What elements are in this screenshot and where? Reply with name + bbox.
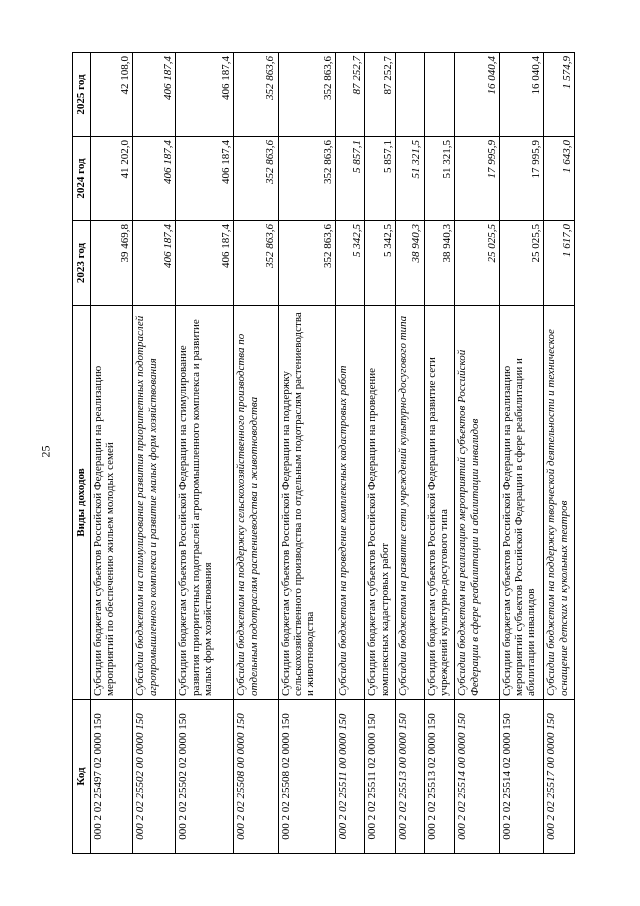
header-revenue-type: Виды доходов [73,306,91,700]
revenue-name-cell: Субсидии бюджетам на поддержку сельскохозяйственного производства по отдельным подотраслям растениеводства и животноводства [234,306,278,700]
header-code: Код [73,700,91,854]
revenue-code-cell: 000 2 02 25497 02 0000 150 [91,700,133,854]
value-2024-cell: 17 995,9 [455,137,499,221]
revenue-code-cell: 000 2 02 25513 02 0000 150 [424,700,455,854]
revenue-code-cell: 000 2 02 25517 00 0000 150 [544,700,575,854]
value-2023-cell: 1 617,0 [544,221,575,306]
table-row [395,53,424,854]
revenue-code-cell: 000 2 02 25508 02 0000 150 [278,700,336,854]
value-2024-cell: 41 202,0 [91,137,133,221]
revenue-name-cell: Субсидии бюджетам субъектов Российской Федерации на стимулирование развития приоритетных подотраслей агропромышленного комплекса и развитие малых форм хозяйствования [176,306,234,700]
value-2025-cell: 406 187,4 [176,53,234,137]
revenue-table-container [72,53,575,854]
revenue-name-cell: Субсидии бюджетам на проведение комплексных кадастровых работ [336,306,365,700]
value-2023-cell: 5 342,5 [365,221,396,306]
table-row [365,53,396,854]
value-2025-cell: 16 040,4 [455,53,499,137]
header-year-2025: 2025 год [73,53,91,137]
table-row [336,53,365,854]
value-2024-cell: 1 643,0 [544,137,575,221]
header-year-2024: 2024 год [73,137,91,221]
value-2023-cell: 39 469,8 [91,221,133,306]
table-row [278,53,336,854]
value-2025-cell: 87 252,7 [365,53,396,137]
value-2023-cell: 5 342,5 [336,221,365,306]
value-2023-cell: 406 187,4 [133,221,176,306]
value-2024-cell: 406 187,4 [133,137,176,221]
value-2024-cell: 352 863,6 [234,137,278,221]
page-number: 25 [38,445,53,458]
table-row [234,53,278,854]
revenue-code-cell: 000 2 02 25511 02 0000 150 [365,700,396,854]
revenue-table [72,52,575,854]
revenue-code-cell: 000 2 02 25502 02 0000 150 [176,700,234,854]
value-2024-cell: 352 863,6 [278,137,336,221]
table-row [424,53,455,854]
revenue-name-cell: Субсидии бюджетам субъектов Российской Федерации на проведение комплексных кадастровых работ [365,306,396,700]
revenue-name-cell: Субсидии бюджетам на развитие сети учреждений культурно-досугового типа [395,306,424,700]
revenue-code-cell: 000 2 02 25502 00 0000 150 [133,700,176,854]
value-2023-cell: 406 187,4 [176,221,234,306]
value-2025-cell [395,53,424,137]
value-2023-cell: 38 940,3 [424,221,455,306]
table-header-row [73,53,91,854]
header-year-2023: 2023 год [73,221,91,306]
value-2025-cell: 406 187,4 [133,53,176,137]
revenue-name-cell: Субсидии бюджетам на поддержку творческой деятельности и техническое оснащение детских и кукольных театров [544,306,575,700]
value-2023-cell: 38 940,3 [395,221,424,306]
value-2025-cell: 16 040,4 [499,53,543,137]
value-2024-cell: 406 187,4 [176,137,234,221]
revenue-code-cell: 000 2 02 25514 02 0000 150 [499,700,543,854]
value-2025-cell: 87 252,7 [336,53,365,137]
revenue-name-cell: Субсидии бюджетам на реализацию мероприятий субъектов Российской Федерации в сфере реабилитации и абилитации инвалидов [455,306,499,700]
value-2024-cell: 51 321,5 [424,137,455,221]
value-2025-cell: 1 574,9 [544,53,575,137]
revenue-name-cell: Субсидии бюджетам субъектов Российской Федерации на реализацию мероприятий по обеспечению жильем молодых семей [91,306,133,700]
value-2024-cell: 17 995,9 [499,137,543,221]
value-2023-cell: 352 863,6 [278,221,336,306]
table-row [499,53,543,854]
revenue-code-cell: 000 2 02 25508 00 0000 150 [234,700,278,854]
table-row [91,53,133,854]
table-row [544,53,575,854]
value-2025-cell [424,53,455,137]
table-row [133,53,176,854]
value-2025-cell: 352 863,6 [234,53,278,137]
value-2024-cell: 51 321,5 [395,137,424,221]
table-row [455,53,499,854]
value-2024-cell: 5 857,1 [365,137,396,221]
value-2023-cell: 352 863,6 [234,221,278,306]
revenue-name-cell: Субсидии бюджетам субъектов Российской Федерации на поддержку сельскохозяйственного производства по отдельным подотраслям растениеводства и животноводства [278,306,336,700]
revenue-code-cell: 000 2 02 25513 00 0000 150 [395,700,424,854]
revenue-name-cell: Субсидии бюджетам субъектов Российской Федерации на развитие сети учреждений культурно-досугового типа [424,306,455,700]
value-2023-cell: 25 025,5 [499,221,543,306]
value-2024-cell: 5 857,1 [336,137,365,221]
revenue-code-cell: 000 2 02 25511 00 0000 150 [336,700,365,854]
value-2025-cell: 352 863,6 [278,53,336,137]
revenue-code-cell: 000 2 02 25514 00 0000 150 [455,700,499,854]
table-body [91,53,575,854]
table-row [176,53,234,854]
revenue-name-cell: Субсидии бюджетам на стимулирование развития приоритетных подотраслей агропромышленного комплекса и развитие малых форм хозяйствования [133,306,176,700]
value-2023-cell: 25 025,5 [455,221,499,306]
revenue-name-cell: Субсидии бюджетам субъектов Российской Федерации на реализацию мероприятий субъектов Российской Федерации в сфере реабилитации и абилитации инвалидов [499,306,543,700]
value-2025-cell: 42 108,0 [91,53,133,137]
